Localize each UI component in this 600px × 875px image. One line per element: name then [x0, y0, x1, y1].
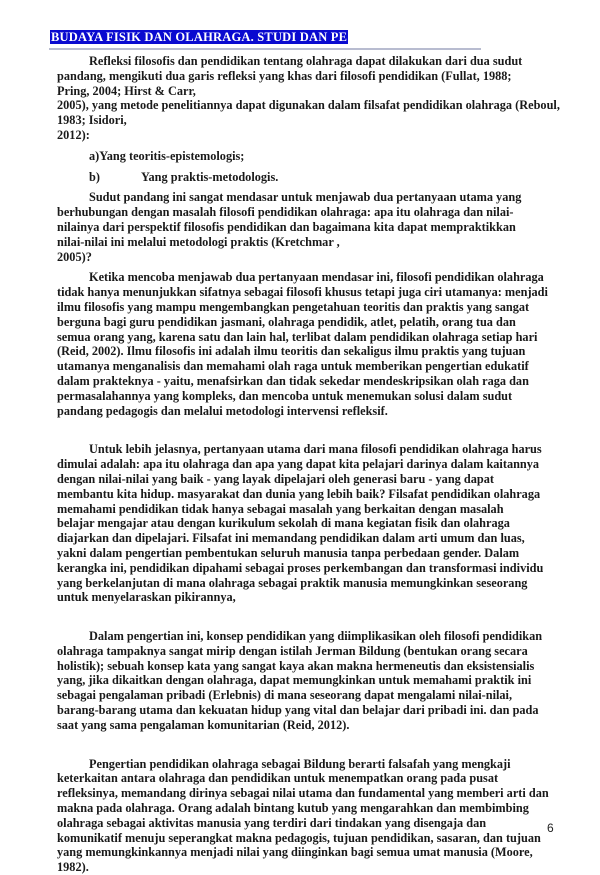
- text-line: barang-barang utama dan kekuatan hidup yang vital dan belajar dari pribadi ini. dan pada: [57, 703, 539, 718]
- text-line: membantu kita hidup. masyarakat dan dunia yang lebih baik? Filsafat pendidikan olahraga: [57, 486, 541, 501]
- text-line: Untuk lebih jelasnya, pertanyaan utama dari mana filosofi pendidikan olahraga harus: [89, 442, 542, 457]
- list-item-text: Yang teoritis-epistemologis;: [99, 148, 245, 163]
- text-line: 2005)?: [57, 249, 92, 264]
- text-line: belajar mengajar atau dengan kurikulum sekolah di mana kegiatan fisik dan olahraga: [57, 516, 510, 531]
- page-body: [57, 54, 560, 875]
- text-line: Sudut pandang ini sangat mendasar untuk menjawab dua pertanyaan utama yang: [89, 190, 522, 205]
- text-line: Ketika mencoba menjawab dua pertanyaan mendasar ini, filosofi pendidikan olahraga: [89, 270, 544, 285]
- text-line: Dalam pengertian ini, konsep pendidikan yang diimplikasikan oleh filosofi pendidikan: [89, 629, 543, 644]
- text-line: 2005), yang metode penelitiannya dapat digunakan dalam filsafat pendidikan olahraga (Reboul,: [57, 98, 560, 113]
- text-line: semua orang yang, karena satu dan lain hal, terlibat dalam pendidikan olahraga setiap hari: [57, 329, 538, 344]
- text-line: yakni dalam pengertian pembentukan seluruh manusia tanpa perbedaan gender. Dalam: [57, 545, 520, 560]
- text-line: berhubungan dengan masalah filosofi pendidikan olahraga: apa itu olahraga dan nilai-: [57, 205, 514, 220]
- page-number: 6: [547, 821, 554, 835]
- paragraph-viewpoint: [57, 190, 557, 264]
- text-line: berguna bagi guru pendidikan jasmani, olahraga pendidik, atlet, pelatih, orang tua dan: [57, 314, 516, 329]
- header-divider: [49, 48, 481, 50]
- text-line: saat yang sama pengalaman komunitarian (Reid, 2012).: [57, 717, 350, 732]
- text-line: dengan nilai-nilai yang baik - yang layak dipelajari oleh generasi baru - yang dapat: [57, 471, 494, 486]
- text-line: kerangka ini, pendidikan dipahami sebagai proses perkembangan dan transformasi individu: [57, 560, 544, 575]
- list-marker: b): [89, 169, 100, 184]
- perspective-list: [89, 149, 557, 185]
- text-line: memahami pendidikan tidak hanya sebagai masalah yang berkaitan dengan masalah: [57, 501, 504, 516]
- text-line: sebagai pengalaman pribadi (Erlebnis) di mana seseorang dapat mengalami nilai-nilai,: [57, 688, 513, 703]
- paragraph-bildung: [57, 629, 557, 733]
- paragraph-intro: [57, 54, 560, 143]
- text-line: olahraga sebagai aktivitas manusia yang terdiri dari tindakan yang disengaja dan: [57, 815, 487, 830]
- text-line: dimulai adalah: apa itu olahraga dan apa yang dapat kita pelajari darinya dalam kaitannya: [57, 457, 540, 472]
- paragraph-philosophy: [57, 270, 557, 418]
- text-line: dalam prakteknya - yaitu, menafsirkan dan tidak sekedar mendeskripsikan olah raga dan: [57, 373, 529, 388]
- text-line: komunikatif menuju seperangkat makna pedagogis, tujuan pendidikan, sasaran, dan tujuan: [57, 830, 541, 845]
- text-line: yang berkelanjutan di mana olahraga sebagai praktik manusia memungkinkan seseorang: [57, 575, 528, 590]
- text-line: holistik); sebuah konsep kata yang sangat kaya akan makna hermeneutis dan eksistensialis: [57, 658, 535, 673]
- list-marker: a): [89, 148, 100, 163]
- paragraph-definition: [57, 757, 557, 875]
- text-line: 2012):: [57, 127, 90, 142]
- text-line: diajarkan dan dipelajari. Filsafat ini memandang pendidikan dalam arti umum dan luas,: [57, 531, 525, 546]
- text-line: yang memungkinkannya menjadi nilai yang diinginkan bagi semua umat manusia (Moore,: [57, 845, 533, 860]
- text-line: keterkaitan antara olahraga dan pendidikan untuk menempatkan orang pada pusat: [57, 771, 499, 786]
- text-line: utamanya menganalisis dan memahami olah raga untuk memberikan pengertian edukatif: [57, 359, 529, 374]
- text-line: tidak hanya menunjukkan sifatnya sebagai filosofi khusus tetapi juga ciri utamanya: menjadi: [57, 285, 548, 300]
- text-line: nilainya dari perspektif filosofis pendidikan dan bagaimana kita dapat mempraktikkan: [57, 219, 516, 234]
- running-header-title: BUDAYA FISIK DAN OLAHRAGA. STUDI DAN PE: [51, 30, 348, 44]
- text-line: 1982).: [57, 860, 89, 875]
- text-line: untuk menyelaraskan pikirannya,: [57, 590, 236, 605]
- text-line: 1983; Isidori,: [57, 113, 127, 128]
- text-line: olahraga tampaknya sangat mirip dengan istilah Jerman Bildung (bentukan orang secara: [57, 643, 528, 658]
- text-line: Refleksi filosofis dan pendidikan tentang olahraga dapat dilakukan dari dua sudut: [89, 54, 523, 68]
- list-item: [89, 170, 557, 185]
- list-item: [89, 149, 557, 164]
- text-line: permasalahannya yang kompleks, dan mencoba untuk menemukan solusi dalam sudut: [57, 388, 513, 403]
- paragraph-clarification: [57, 442, 557, 605]
- text-line: makna pada olahraga. Orang adalah bintang kutub yang mengarahkan dan membimbing: [57, 801, 529, 816]
- text-line: pandang, mengikuti dua garis refleksi yang khas dari filosofi pendidikan (Fullat, 1988;: [57, 68, 512, 83]
- text-line: Pring, 2004; Hirst & Carr,: [57, 83, 196, 98]
- text-line: yang, jika dikaitkan dengan olahraga, dapat memungkinkan untuk memahami praktik ini: [57, 673, 532, 688]
- text-line: Pengertian pendidikan olahraga sebagai Bildung berarti falsafah yang mengkaji: [89, 756, 511, 771]
- text-line: refleksinya, memandang dirinya sebagai nilai utama dan fundamental yang memberi arti dan: [57, 786, 549, 801]
- text-line: pandang pedagogis dan melalui metodologi intervensi refleksif.: [57, 403, 388, 418]
- list-item-text: Yang praktis-metodologis.: [141, 169, 279, 184]
- text-line: nilai-nilai ini melalui metodologi praktis (Kretchmar ,: [57, 234, 340, 249]
- text-line: ilmu filosofis yang mampu mengembangkan pengetahuan teoritis dan praktis yang sangat: [57, 299, 530, 314]
- text-line: (Reid, 2002). Ilmu filosofis ini adalah ilmu teoritis dan sekaligus ilmu praktis yang tujuan: [57, 344, 526, 359]
